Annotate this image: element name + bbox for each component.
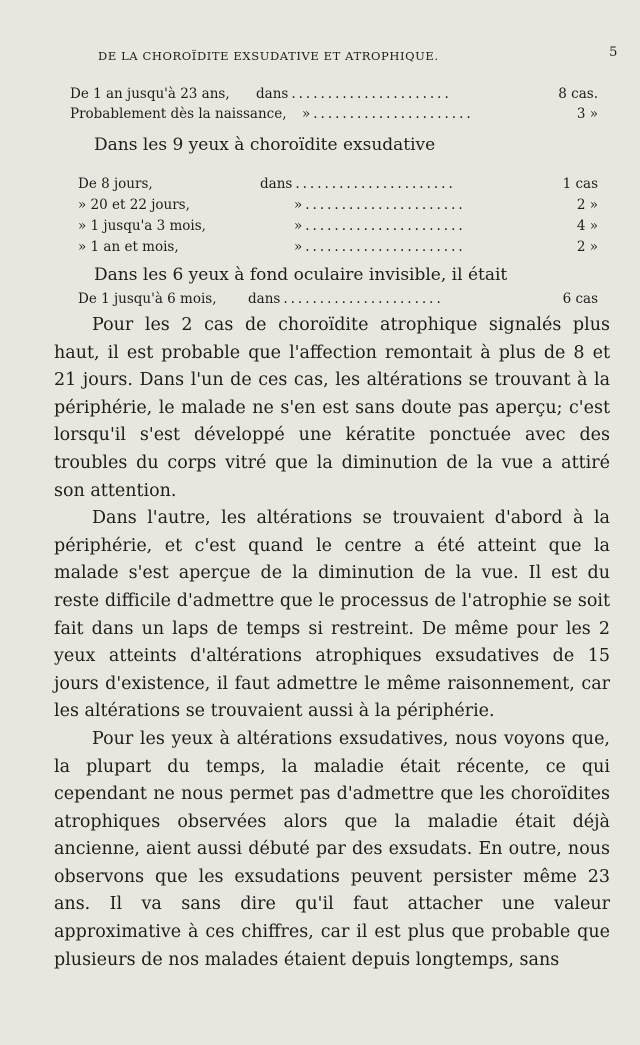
row-label: » 1 jusqu'a 3 mois,: [78, 218, 206, 234]
row-count: 1 cas: [562, 176, 598, 192]
row-column: dans: [256, 86, 289, 102]
body-text: [54, 312, 610, 974]
row-count: 2 »: [576, 197, 598, 213]
row-count: 8 cas.: [558, 86, 598, 102]
dot-leader: ......................: [305, 239, 466, 255]
running-title: DE LA CHOROÏDITE EXSUDATIVE ET ATROPHIQUE.: [98, 49, 439, 63]
dot-leader: ......................: [313, 106, 474, 122]
row-column: »: [294, 239, 303, 255]
dot-leader: ......................: [283, 291, 444, 307]
row-count: 2 »: [576, 239, 598, 255]
row-column: »: [294, 218, 303, 234]
paragraph: Dans l'autre, les altérations se trouvaient d'abord à la périphérie, et c'est quand le centre a été atteint que la malade s'est aperçue de la diminution de la vue. Il est du reste difficile d'admettre que le processus de l'atrophie se soit fait dans un laps de temps si restreint. De même pour les 2 yeux atteints d'altérations atrophiques exsudatives de 15 jours d'existence, il faut admettre le même raisonnement, car les altérations se trouvaient aussi à la périphérie.: [54, 508, 610, 722]
table-row: [78, 218, 598, 234]
row-column: »: [302, 106, 311, 122]
row-count: 3 »: [576, 106, 598, 122]
row-label: » 20 et 22 jours,: [78, 197, 190, 213]
section-heading: Dans les 6 yeux à fond oculaire invisible, il était: [94, 265, 508, 285]
paragraph: Pour les yeux à altérations exsudatives, nous voyons que, la plupart du temps, la maladie était récente, ce qui cependant ne nous permet pas d'admettre que les choroïdites atrophiques observées alors que la maladie était déjà ancienne, aient aussi débuté par des exsudats. En outre, nous observons que les exsudations peuvent persister même 23 ans. Il va sans dire qu'il faut attacher une valeur approximative à ces chiffres, car il est plus que probable que plusieurs de nos malades étaient depuis longtemps, sans: [54, 728, 610, 970]
row-column: »: [294, 197, 303, 213]
row-column: dans: [248, 291, 281, 307]
row-count: 6 cas: [562, 291, 598, 307]
row-column: dans: [260, 176, 293, 192]
table-row: [78, 176, 598, 192]
running-header: [98, 45, 618, 63]
paragraph: Pour les 2 cas de choroïdite atrophique signalés plus haut, il est probable que l'affection remontait à plus de 8 et 21 jours. Dans l'un de ces cas, les altérations se trouvant à la périphérie, le malade ne s'en est sans doute pas aperçu; c'est lorsqu'il s'est développé une kératite ponctuée avec des troubles du corps vitré que la diminution de la vue a attiré son attention.: [54, 315, 610, 501]
dot-leader: ......................: [291, 86, 452, 102]
dot-leader: ......................: [305, 197, 466, 213]
table-row: [78, 291, 598, 307]
row-label: De 1 an jusqu'à 23 ans,: [70, 86, 230, 102]
table-row: [70, 106, 598, 122]
row-label: De 8 jours,: [78, 176, 153, 192]
dot-leader: ......................: [305, 218, 466, 234]
row-count: 4 »: [576, 218, 598, 234]
table-row: [70, 86, 598, 102]
section-heading: Dans les 9 yeux à choroïdite exsudative: [94, 135, 436, 155]
table-row: [78, 239, 598, 255]
page-number: 5: [609, 45, 618, 60]
row-label: De 1 jusqu'à 6 mois,: [78, 291, 217, 307]
table-row: [78, 197, 598, 213]
row-label: » 1 an et mois,: [78, 239, 179, 255]
row-label: Probablement dès la naissance,: [70, 106, 287, 122]
dot-leader: ......................: [295, 176, 456, 192]
